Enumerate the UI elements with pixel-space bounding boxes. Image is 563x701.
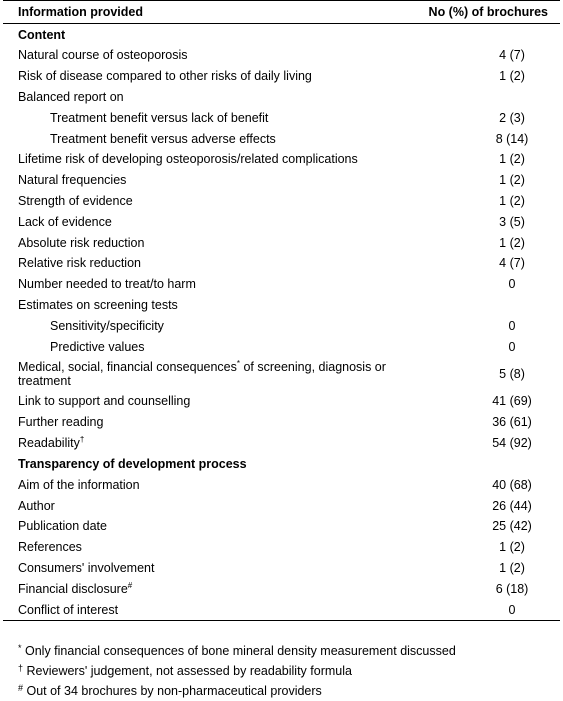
table-row: [3, 474, 560, 495]
row-label: Balanced report on: [18, 89, 124, 104]
section-transparency-title: Transparency of development process: [18, 456, 247, 471]
row-value: 1 (2): [499, 235, 525, 250]
header-information-provided: Information provided: [3, 1, 404, 24]
row-label: Further reading: [18, 415, 104, 430]
row-label: Consumers' involvement: [18, 560, 155, 575]
table-row: [3, 128, 560, 149]
row-value: 0: [508, 318, 516, 333]
section-content-row: [3, 24, 560, 46]
table-row: [3, 315, 560, 336]
row-label: Conflict of interest: [3, 599, 404, 620]
row-value: 1 (2): [499, 152, 525, 167]
table-row-financial-disclosure: [3, 578, 560, 599]
table-row: [3, 107, 560, 128]
row-label: Sensitivity/specificity: [50, 318, 164, 333]
row-value: 4 (7): [499, 256, 525, 271]
table-row: [3, 211, 560, 232]
table-row: [3, 295, 560, 316]
footnote-text: Out of 34 brochures by non-pharmaceutical providers: [23, 684, 322, 698]
footnote: [3, 638, 456, 658]
row-value: 40 (68): [492, 477, 532, 492]
table-header-row: [3, 1, 560, 24]
row-value: 0: [508, 339, 516, 354]
row-label: Link to support and counselling: [18, 394, 191, 409]
footnote: [3, 658, 352, 678]
table-row: [3, 412, 560, 433]
row-label: Natural frequencies: [18, 173, 127, 188]
row-label: Estimates on screening tests: [18, 297, 178, 312]
table-row: [3, 516, 560, 537]
row-label-text: Financial disclosure: [18, 581, 128, 596]
table-row: [3, 336, 560, 357]
row-label: Author: [18, 498, 55, 513]
row-label: Relative risk reduction: [18, 256, 141, 271]
header-number-of-brochures: No (%) of brochures: [404, 1, 560, 24]
row-value: 1 (2): [499, 540, 525, 555]
footnote-text: Only financial consequences of bone mineral density measurement discussed: [21, 644, 456, 658]
row-value: 1 (2): [499, 193, 525, 208]
row-label: Lack of evidence: [18, 214, 112, 229]
table-row: [3, 191, 560, 212]
row-value: 54 (92): [492, 435, 532, 450]
row-value: 41 (69): [492, 394, 532, 409]
table-row: [3, 170, 560, 191]
row-label: Absolute risk reduction: [18, 235, 145, 250]
footnote-mark: #: [18, 683, 24, 693]
row-label: Strength of evidence: [18, 193, 133, 208]
row-value: [404, 87, 560, 108]
row-label: Publication date: [18, 519, 107, 534]
row-value: [404, 295, 560, 316]
row-value: 8 (14): [495, 131, 529, 146]
row-label: Treatment benefit versus adverse effects: [50, 131, 276, 146]
row-label: [3, 357, 404, 391]
table-row: [3, 495, 560, 516]
footnote-mark-dagger: †: [79, 434, 85, 444]
row-value: 36 (61): [492, 415, 532, 430]
row-value: 6 (18): [495, 581, 529, 596]
footnote-mark: †: [18, 663, 24, 673]
table-row: [3, 232, 560, 253]
footnote-text: Reviewers' judgement, not assessed by readability formula: [23, 664, 352, 678]
table-row-readability: [3, 433, 560, 454]
row-value: 0: [404, 599, 560, 620]
row-label: References: [18, 540, 82, 555]
row-value: 26 (44): [492, 498, 532, 513]
row-label-part-b: of screening, diagnosis or treatment: [18, 359, 386, 388]
footnote-mark-asterisk: *: [236, 358, 240, 368]
row-label: Aim of the information: [18, 477, 140, 492]
row-value: 0: [508, 277, 516, 292]
brochure-information-table: [3, 0, 560, 621]
table-row: [3, 66, 560, 87]
table-row: [3, 274, 560, 295]
row-value: 4 (7): [499, 48, 525, 63]
row-label: Natural course of osteoporosis: [18, 48, 188, 63]
table-row: [3, 391, 560, 412]
row-value: 1 (2): [499, 173, 525, 188]
row-value: 3 (5): [499, 214, 525, 229]
section-transparency-row: [3, 453, 560, 474]
section-content-title: Content: [18, 27, 66, 42]
row-value: 2 (3): [499, 110, 525, 125]
row-label: Lifetime risk of developing osteoporosis/related complications: [18, 152, 358, 167]
row-label: Predictive values: [50, 339, 145, 354]
row-label: [3, 433, 404, 454]
row-label: [3, 578, 404, 599]
row-value: 1 (2): [499, 69, 525, 84]
table-row: [3, 87, 560, 108]
row-label: Number needed to treat/to harm: [18, 277, 196, 292]
table-row: [3, 45, 560, 66]
footnote: [3, 678, 322, 698]
footnote-mark-hash: #: [127, 580, 133, 590]
table-row: [3, 253, 560, 274]
row-label: Risk of disease compared to other risks of daily living: [18, 69, 312, 84]
table-row-medical-consequences: [3, 357, 560, 391]
table-row: [3, 558, 560, 579]
footnote-mark: *: [18, 643, 22, 653]
table-row: [3, 537, 560, 558]
table-row-conflict-of-interest: [3, 599, 560, 620]
row-value: 25 (42): [492, 519, 532, 534]
row-label-part-a: Medical, social, financial consequences: [18, 359, 237, 374]
row-label: Treatment benefit versus lack of benefit: [50, 110, 269, 125]
row-label-text: Readability: [18, 435, 80, 450]
row-value: 1 (2): [499, 560, 525, 575]
row-value: 5 (8): [499, 366, 525, 381]
table-row: [3, 149, 560, 170]
